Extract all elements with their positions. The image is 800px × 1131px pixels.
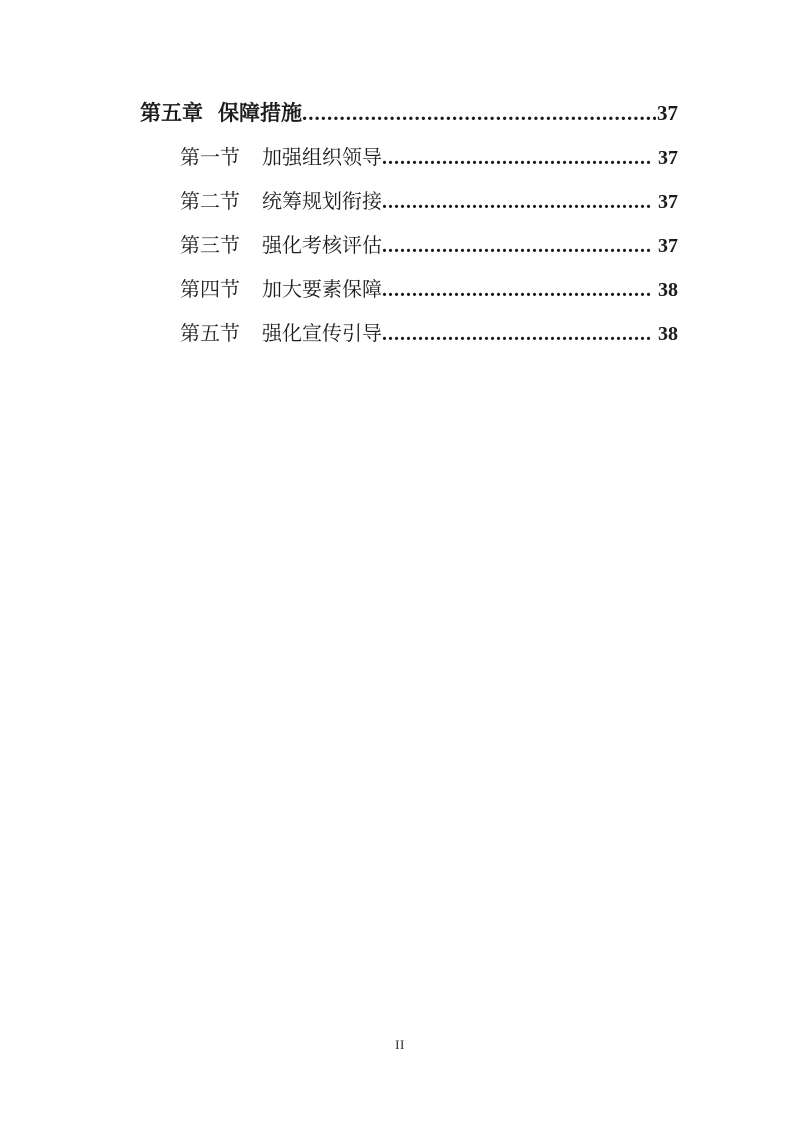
toc-entry-title: 强化考核评估 — [262, 235, 382, 257]
toc-leader-dots — [302, 103, 656, 124]
toc-entry-section-5[interactable] — [180, 324, 678, 345]
toc-entry-page-number: 37 — [657, 101, 678, 125]
toc-entry-label: 第一节 — [180, 147, 240, 169]
toc-entry-title: 统筹规划衔接 — [262, 191, 382, 213]
toc-entry-page-number: 37 — [658, 235, 678, 257]
toc-entry-section-1[interactable] — [180, 148, 678, 169]
toc-leader-dots — [382, 324, 652, 345]
toc-entry-section-2[interactable] — [180, 192, 678, 213]
toc-leader-dots — [382, 280, 652, 301]
toc-entry-page-number: 38 — [658, 279, 678, 301]
toc-leader-dots — [382, 148, 652, 169]
toc-entry-label: 第五章 — [140, 101, 203, 125]
toc-entry-label: 第四节 — [180, 279, 240, 301]
toc-entry-label: 第三节 — [180, 235, 240, 257]
toc-entry-chapter-5[interactable] — [140, 103, 678, 124]
toc-entry-title: 加大要素保障 — [262, 279, 382, 301]
toc-entry-title: 保障措施 — [218, 101, 302, 125]
toc-entry-label: 第二节 — [180, 191, 240, 213]
table-of-contents — [0, 103, 800, 368]
toc-entry-title: 加强组织领导 — [262, 147, 382, 169]
toc-entry-section-4[interactable] — [180, 280, 678, 301]
toc-entry-page-number: 37 — [658, 147, 678, 169]
toc-entry-section-3[interactable] — [180, 236, 678, 257]
toc-entry-label: 第五节 — [180, 323, 240, 345]
toc-leader-dots — [382, 192, 652, 213]
toc-entry-page-number: 37 — [658, 191, 678, 213]
toc-entry-title: 强化宣传引导 — [262, 323, 382, 345]
toc-entry-page-number: 38 — [658, 323, 678, 345]
footer-page-number: II — [395, 1037, 405, 1052]
toc-leader-dots — [382, 236, 652, 257]
